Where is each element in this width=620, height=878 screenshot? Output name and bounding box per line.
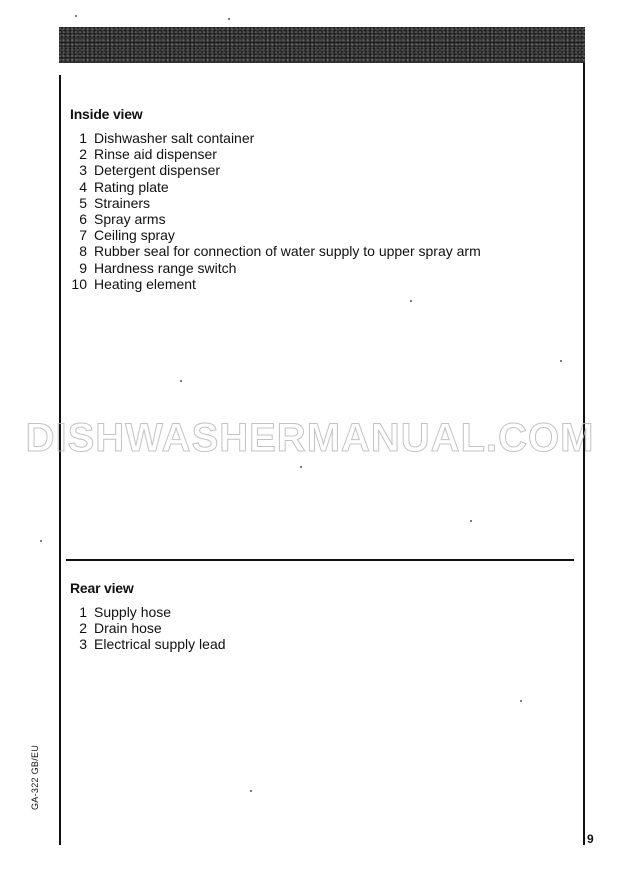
scan-speck — [470, 520, 472, 522]
item-label: Supply hose — [94, 604, 172, 620]
list-item — [66, 243, 481, 259]
list-item — [66, 130, 481, 146]
scan-speck — [75, 15, 77, 17]
scan-speck — [520, 700, 522, 702]
list-item — [66, 195, 481, 211]
item-label: Rinse aid dispenser — [94, 146, 217, 163]
watermark: DISHWASHERMANUAL.COM — [25, 416, 595, 460]
list-item — [66, 276, 481, 292]
item-label: Hardness range switch — [94, 259, 237, 276]
scan-speck — [560, 360, 562, 362]
rear-view-title: Rear view — [70, 580, 134, 596]
list-item — [66, 179, 481, 195]
item-number: 3 — [79, 636, 87, 653]
list-item — [66, 162, 481, 178]
inside-view-list — [66, 130, 481, 292]
item-number: 2 — [79, 620, 87, 637]
header-bar — [59, 27, 585, 63]
item-label: Dishwasher salt container — [94, 130, 255, 146]
item-number: 1 — [79, 604, 87, 620]
list-item — [66, 146, 481, 162]
list-item — [66, 227, 481, 243]
item-number: 4 — [79, 178, 87, 195]
item-label: Strainers — [94, 194, 151, 211]
page-number: 9 — [587, 832, 594, 846]
item-label: Ceiling spray — [94, 227, 175, 244]
inside-view-title: Inside view — [70, 106, 143, 122]
scan-speck — [300, 466, 302, 468]
scan-speck — [40, 540, 42, 542]
list-item — [66, 211, 481, 227]
section-divider — [66, 559, 574, 561]
item-number: 1 — [79, 130, 87, 146]
scan-speck — [250, 790, 252, 792]
item-label: Detergent dispenser — [94, 162, 221, 179]
scan-speck — [410, 300, 412, 302]
item-number: 10 — [71, 275, 87, 292]
item-label: Electrical supply lead — [94, 636, 226, 653]
item-number: 3 — [79, 162, 87, 179]
item-label: Drain hose — [94, 620, 162, 637]
item-label: Spray arms — [94, 210, 166, 227]
list-item — [66, 636, 226, 652]
document-code: GA-322 GB/EU — [30, 744, 40, 810]
list-item — [66, 604, 226, 620]
scan-speck — [180, 380, 182, 382]
item-label: Rating plate — [94, 178, 169, 195]
list-item — [66, 260, 481, 276]
item-number: 8 — [79, 243, 87, 260]
scan-speck — [228, 18, 230, 20]
item-label: Heating element — [94, 275, 196, 292]
item-label: Rubber seal for connection of water supply to upper spray arm — [94, 243, 481, 260]
item-number: 9 — [79, 259, 87, 276]
item-number: 6 — [79, 210, 87, 227]
rear-view-list — [66, 604, 226, 653]
item-number: 2 — [79, 146, 87, 163]
item-number: 5 — [79, 194, 87, 211]
item-number: 7 — [79, 227, 87, 244]
list-item — [66, 620, 226, 636]
